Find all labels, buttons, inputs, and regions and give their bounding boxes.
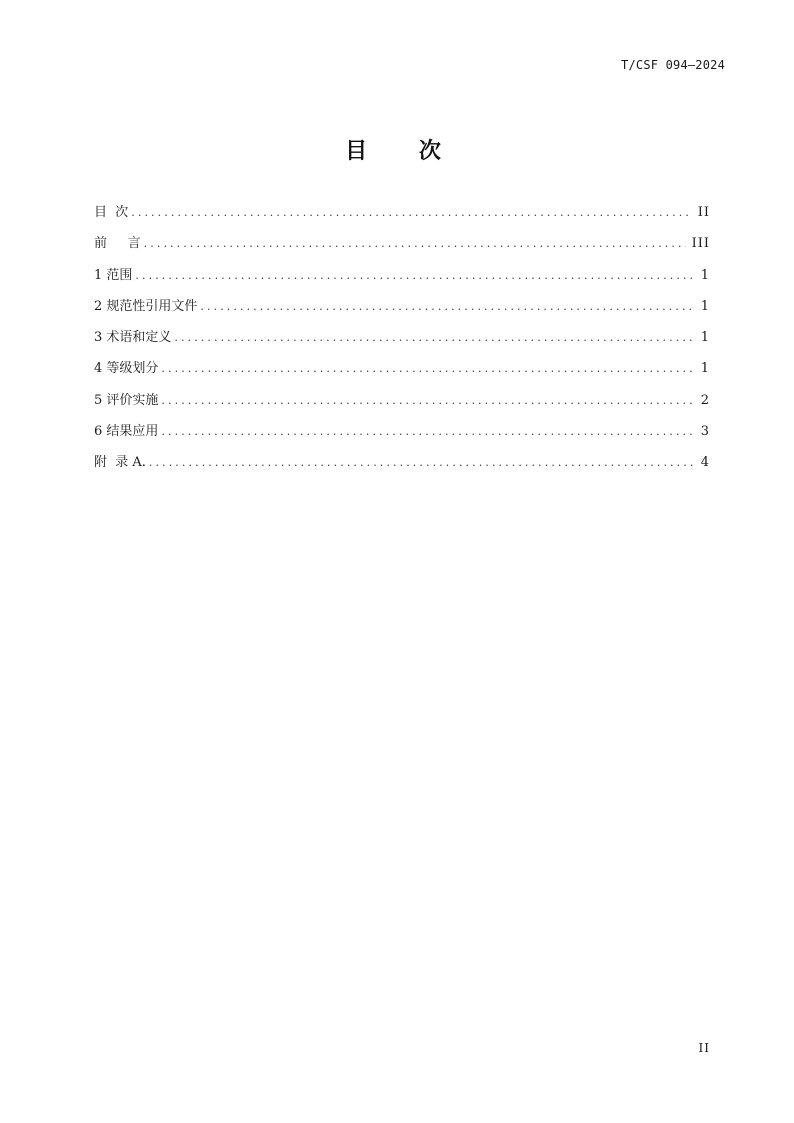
toc-entry-page: 2 [700, 392, 710, 408]
toc-entry-application[interactable] [94, 420, 710, 451]
document-code: T/CSF 094—2024 [621, 58, 725, 72]
toc-entry-normative-references[interactable] [94, 295, 710, 326]
toc-entry-label: 附 录 A. [94, 455, 146, 470]
page-number: II [698, 1041, 710, 1055]
dot-leader [161, 389, 694, 413]
toc-entry-label: 前 言 [94, 236, 141, 252]
toc-entry-page: 4 [700, 455, 710, 470]
toc-entry-grading[interactable] [94, 357, 710, 388]
dot-leader [174, 326, 694, 350]
toc-entry-label: 1 范围 [94, 267, 133, 283]
toc-entry-label: 目 次 [94, 205, 129, 220]
toc-title: 目 次 [345, 139, 463, 164]
toc-entry-label: 5 评价实施 [94, 392, 159, 408]
toc-entry-page: 1 [700, 298, 710, 314]
toc-entry-contents[interactable] [94, 201, 710, 232]
toc-entry-foreword[interactable] [94, 232, 710, 263]
toc-entry-terms-definitions[interactable] [94, 326, 710, 357]
toc-entry-label: 3 术语和定义 [94, 330, 172, 345]
toc-entry-page: 1 [700, 330, 710, 345]
toc-entry-evaluation[interactable] [94, 389, 710, 420]
toc-entry-page: 1 [700, 361, 710, 377]
dot-leader [161, 420, 694, 444]
table-of-contents [94, 201, 710, 482]
toc-entry-label: 6 结果应用 [94, 423, 159, 439]
toc-entry-page: II [697, 205, 710, 220]
toc-entry-label: 2 规范性引用文件 [94, 298, 198, 314]
dot-leader [144, 232, 686, 256]
toc-entry-label: 4 等级划分 [94, 361, 159, 377]
dot-leader [200, 295, 694, 319]
toc-entry-page: 3 [700, 423, 710, 439]
toc-entry-appendix-a[interactable] [94, 451, 710, 482]
dot-leader [161, 357, 694, 381]
toc-entry-scope[interactable] [94, 264, 710, 295]
dot-leader [149, 451, 695, 475]
dot-leader [131, 201, 691, 225]
dot-leader [135, 264, 694, 288]
toc-entry-page: 1 [700, 267, 710, 283]
toc-entry-page: III [691, 236, 710, 252]
